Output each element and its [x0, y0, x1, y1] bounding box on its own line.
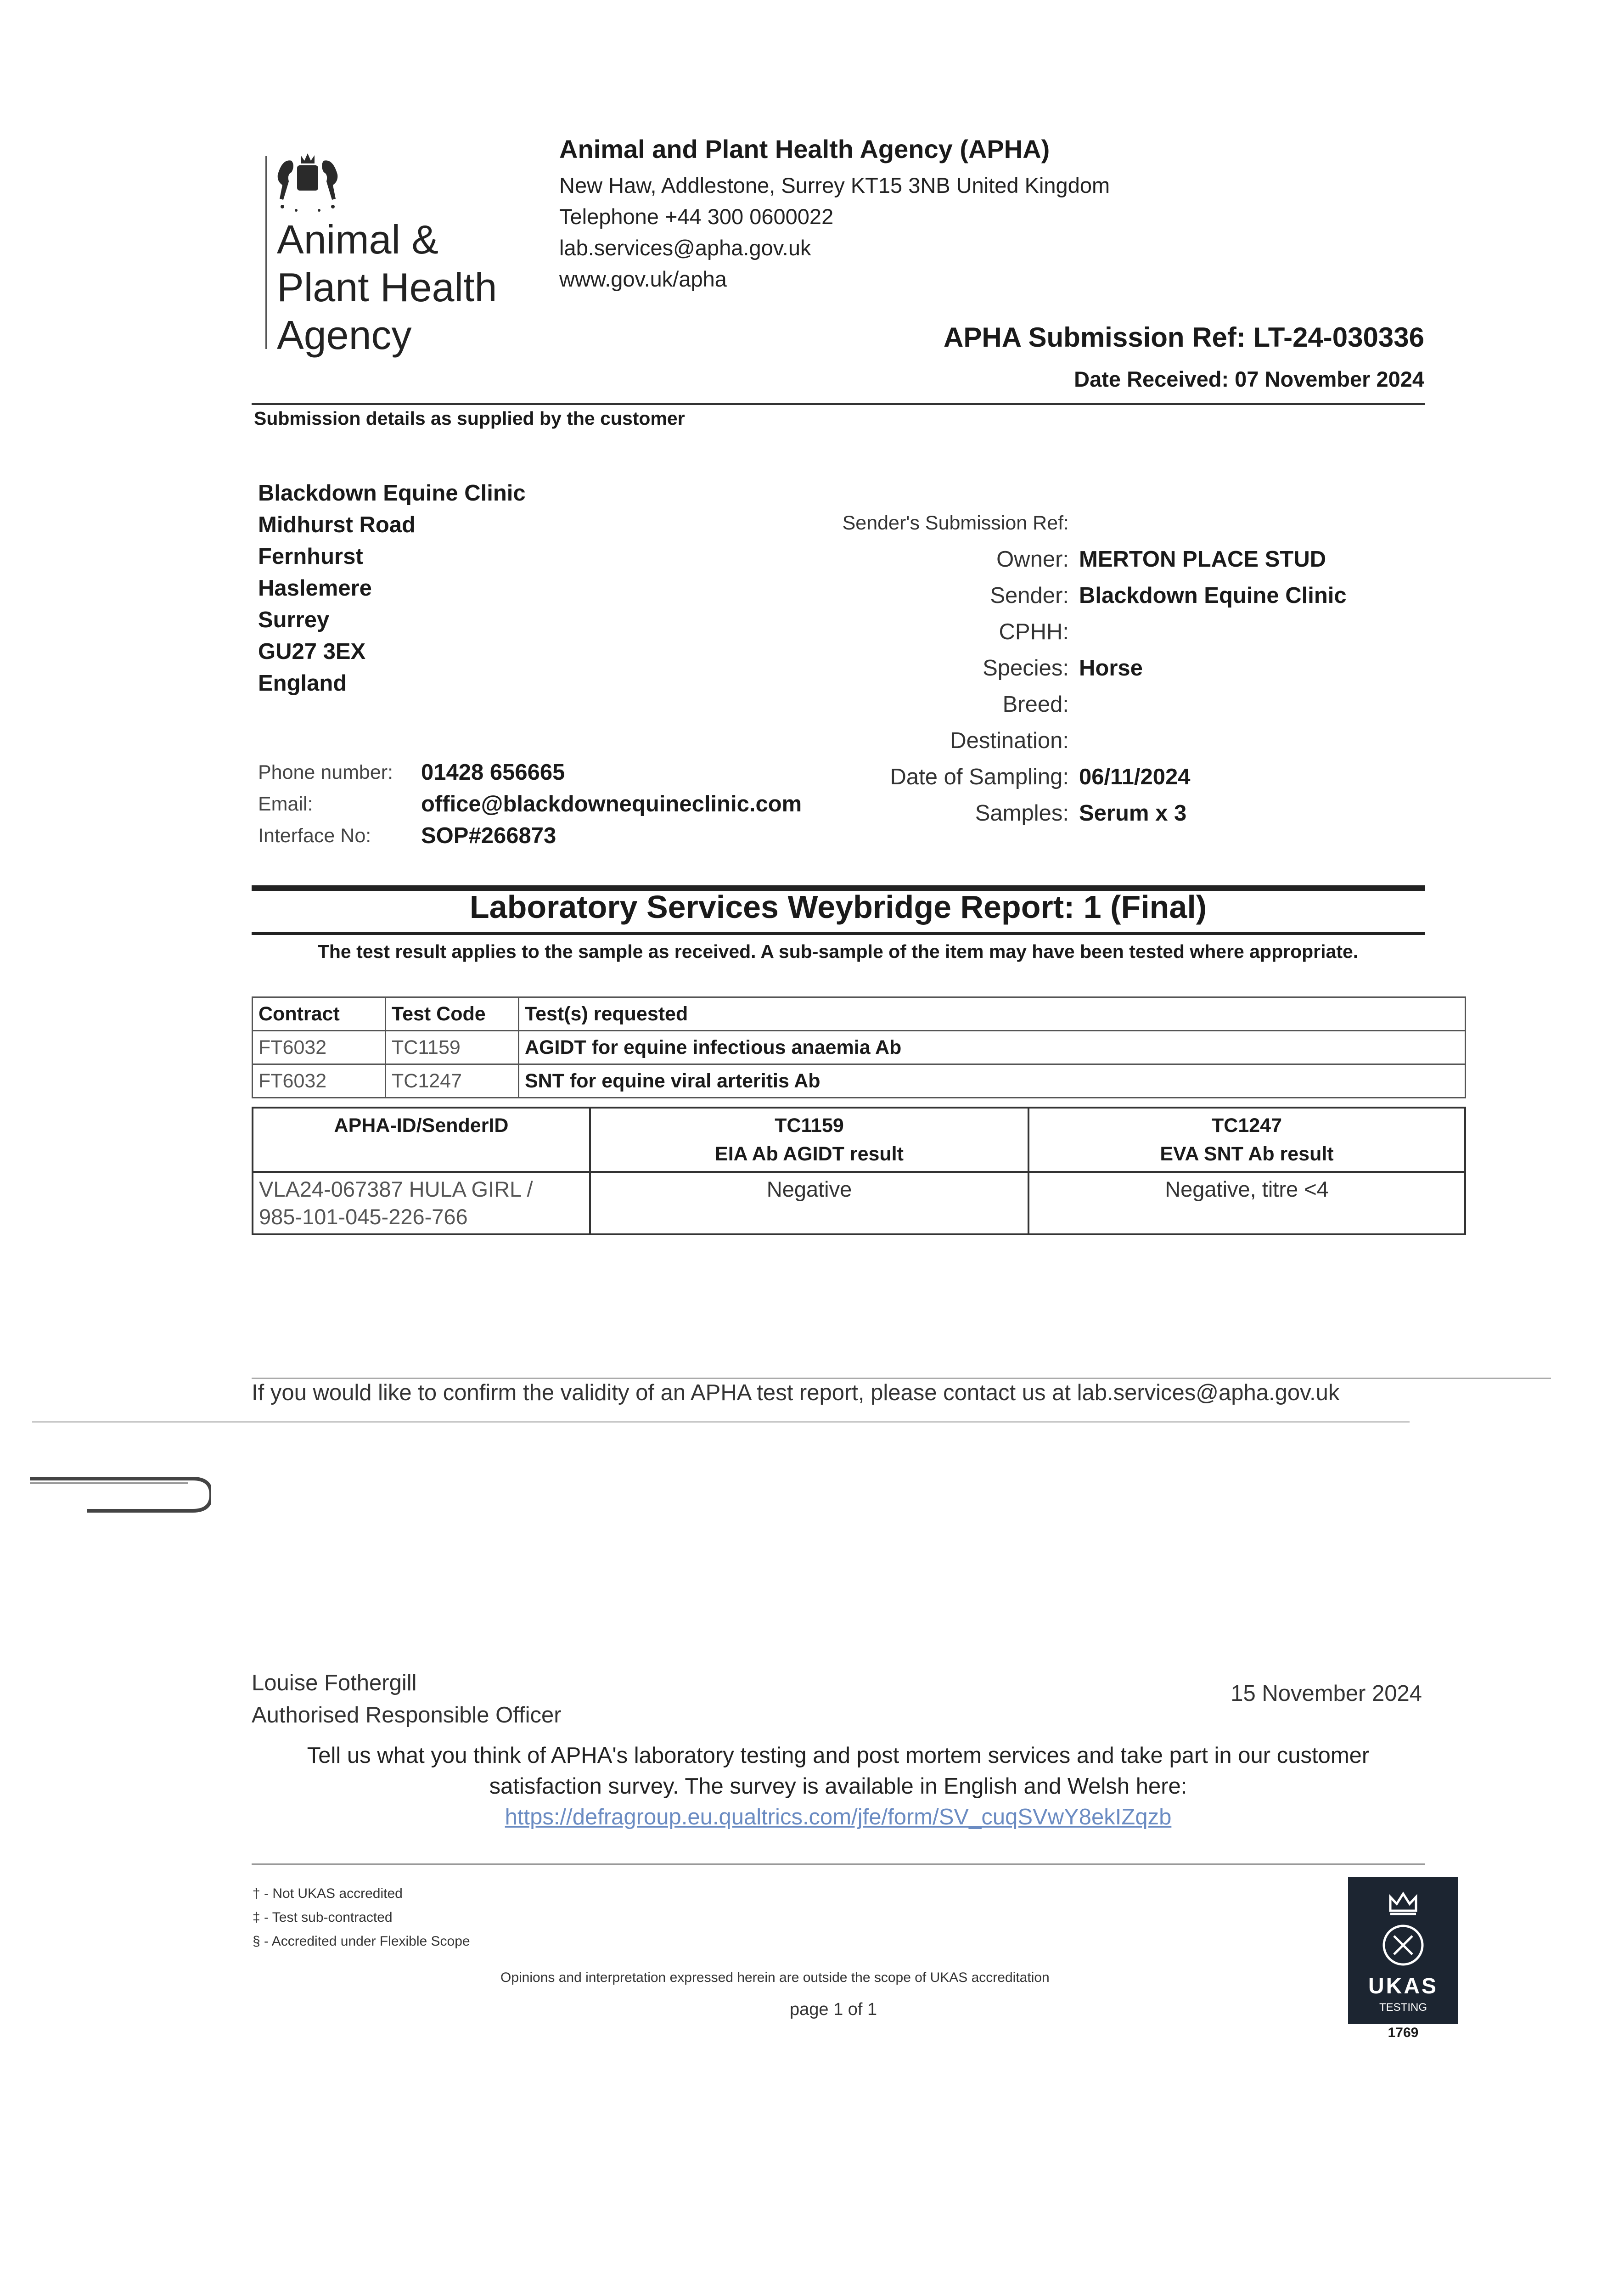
- survey-block: [252, 1740, 1425, 1833]
- submission-details: [735, 505, 1347, 832]
- detail-value: Horse: [1079, 656, 1143, 681]
- column-header: [253, 1108, 590, 1172]
- address-line: Blackdown Equine Clinic: [258, 481, 526, 506]
- report-note: The test result applies to the sample as received. A sub-sample of the item may have been tested where appropriate.: [317, 941, 1359, 962]
- supplied-note: Submission details as supplied by the customer: [254, 408, 685, 429]
- address-line: England: [258, 671, 347, 696]
- column-header: Test Code: [386, 997, 519, 1031]
- column-header: Test(s) requested: [519, 997, 1466, 1031]
- test-code-cell: TC1159: [386, 1031, 519, 1064]
- header-divider: [252, 403, 1425, 405]
- column-header: Contract: [253, 997, 386, 1031]
- test-requested-cell: AGIDT for equine infectious anaemia Ab: [519, 1031, 1466, 1064]
- logo-divider: [265, 156, 267, 349]
- detail-row: [735, 795, 1347, 832]
- detail-label: Samples:: [975, 801, 1069, 826]
- test-requested-cell: SNT for equine viral arteritis Ab: [519, 1064, 1466, 1098]
- eva-result-cell: Negative, titre <4: [1028, 1172, 1465, 1234]
- logo-line: Animal &: [277, 217, 439, 262]
- address-line: Midhurst Road: [258, 512, 416, 537]
- interface-label: Interface No:: [258, 825, 371, 847]
- opinion-note: Opinions and interpretation expressed herein are outside the scope of UKAS accreditation: [500, 1970, 1050, 1985]
- test-code-header: TC1247: [1212, 1114, 1282, 1137]
- column-header: [590, 1108, 1028, 1172]
- test-name-header: EIA Ab AGIDT result: [715, 1143, 904, 1165]
- detail-value: Blackdown Equine Clinic: [1079, 583, 1347, 608]
- ukas-badge: [1348, 1877, 1458, 2024]
- detail-label: Date of Sampling:: [890, 765, 1069, 789]
- paperclip-icon: [28, 1460, 211, 1520]
- ukas-sub: TESTING: [1379, 2001, 1427, 2014]
- date-received: Date Received: 07 November 2024: [1074, 367, 1424, 391]
- interface-value: SOP#266873: [421, 823, 556, 848]
- detail-row: [735, 541, 1347, 578]
- survey-link[interactable]: https://defragroup.eu.qualtrics.com/jfe/form/SV_cuqSVwY8ekIZqzb: [505, 1805, 1172, 1829]
- contract-cell: FT6032: [253, 1031, 386, 1064]
- logo-line: Plant Health: [277, 264, 497, 310]
- detail-label: Sender's Submission Ref:: [842, 512, 1069, 534]
- test-code-cell: TC1247: [386, 1064, 519, 1098]
- validity-note: If you would like to confirm the validity of an APHA test report, please contact us at lab.services@apha.gov.uk: [252, 1380, 1340, 1405]
- contract-cell: FT6032: [253, 1064, 386, 1098]
- agency-website: www.gov.uk/apha: [559, 267, 727, 291]
- detail-label: Sender:: [990, 583, 1069, 608]
- interface-row: [258, 820, 802, 852]
- detail-value: 06/11/2024: [1079, 765, 1191, 789]
- email-row: [258, 788, 802, 820]
- signatory-name: Louise Fothergill: [252, 1671, 417, 1695]
- detail-label: Species:: [983, 656, 1069, 681]
- column-header: [1028, 1108, 1465, 1172]
- detail-row: [735, 759, 1347, 795]
- detail-label: CPHH:: [999, 619, 1069, 644]
- royal-crest-icon: [269, 147, 347, 216]
- report-date: 15 November 2024: [1231, 1681, 1422, 1706]
- table-row: [253, 1031, 1466, 1064]
- detail-row: [735, 578, 1347, 614]
- agency-telephone: Telephone +44 300 0600022: [559, 204, 834, 229]
- agency-title: Animal and Plant Health Agency (APHA): [559, 135, 1050, 163]
- results-header-row: [253, 1108, 1465, 1172]
- detail-value: MERTON PLACE STUD: [1079, 547, 1326, 572]
- tests-table: [252, 996, 1466, 1098]
- detail-label: Owner:: [996, 547, 1069, 572]
- id-header: APHA-ID/SenderID: [334, 1114, 509, 1137]
- detail-row: [735, 650, 1347, 687]
- email-value[interactable]: office@blackdownequineclinic.com: [421, 792, 802, 816]
- agency-logo-text: [277, 216, 497, 359]
- customer-address: [258, 478, 526, 699]
- signatory-role: Authorised Responsible Officer: [252, 1703, 562, 1728]
- test-name-header: EVA SNT Ab result: [1160, 1143, 1334, 1165]
- footnote: § - Accredited under Flexible Scope: [253, 1934, 470, 1949]
- email-label: Email:: [258, 793, 313, 815]
- detail-label: Breed:: [1002, 692, 1069, 717]
- logo-line: Agency: [277, 312, 412, 358]
- report-title: Laboratory Services Weybridge Report: 1 (Final): [469, 889, 1207, 925]
- validity-bottom-rule: [32, 1421, 1410, 1423]
- survey-line: Tell us what you think of APHA's laboratory testing and post mortem services and take part in our customer: [307, 1743, 1370, 1768]
- table-row: [253, 1064, 1466, 1098]
- customer-contact: [258, 757, 802, 852]
- tests-header-row: [253, 997, 1466, 1031]
- address-line: Haslemere: [258, 576, 372, 601]
- footnote: † - Not UKAS accredited: [253, 1886, 403, 1901]
- detail-row: [735, 614, 1347, 650]
- detail-row: [735, 687, 1347, 723]
- survey-line: satisfaction survey. The survey is available in English and Welsh here:: [489, 1774, 1187, 1799]
- agency-contact-block: [559, 170, 1110, 295]
- detail-value: Serum x 3: [1079, 801, 1187, 826]
- test-code-header: TC1159: [775, 1114, 844, 1137]
- address-line: Fernhurst: [258, 544, 363, 569]
- address-line: GU27 3EX: [258, 639, 366, 664]
- footer-rule: [252, 1863, 1425, 1865]
- agency-email: lab.services@apha.gov.uk: [559, 236, 811, 260]
- detail-label: Destination:: [950, 728, 1069, 753]
- phone-label: Phone number:: [258, 761, 393, 783]
- eia-result-cell: Negative: [590, 1172, 1028, 1234]
- ukas-label: UKAS: [1368, 1974, 1438, 1998]
- agency-address: New Haw, Addlestone, Surrey KT15 3NB United Kingdom: [559, 173, 1110, 197]
- detail-row: [735, 723, 1347, 759]
- signatory: [252, 1667, 562, 1731]
- ukas-number: 1769: [1388, 2025, 1419, 2040]
- validity-top-rule: [252, 1378, 1551, 1379]
- detail-row: [735, 505, 1347, 541]
- ukas-crown-icon: [1380, 1885, 1426, 1973]
- footnote: ‡ - Test sub-contracted: [253, 1910, 393, 1925]
- report-bottom-rule: [252, 932, 1425, 935]
- footnotes: [253, 1882, 470, 1953]
- sample-id: VLA24-067387 HULA GIRL /: [259, 1177, 533, 1201]
- sender-id: 985-101-045-226-766: [259, 1204, 468, 1229]
- table-row: [253, 1172, 1465, 1234]
- submission-ref: APHA Submission Ref: LT-24-030336: [944, 322, 1424, 353]
- phone-row: [258, 757, 802, 788]
- results-table: [252, 1107, 1466, 1235]
- phone-value: 01428 656665: [421, 760, 565, 785]
- page-number: page 1 of 1: [790, 2000, 877, 2019]
- address-line: Surrey: [258, 608, 330, 632]
- sample-id-cell: [253, 1172, 590, 1234]
